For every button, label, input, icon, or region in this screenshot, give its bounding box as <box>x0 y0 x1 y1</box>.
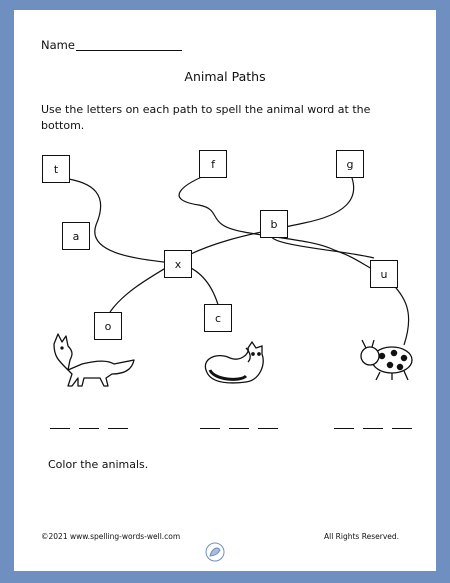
letter-box-g: g <box>336 150 364 178</box>
cat-icon <box>200 340 270 386</box>
footer-copyright: ©2021 www.spelling-words-well.com <box>41 532 181 541</box>
name-label: Name <box>41 38 75 52</box>
footer-rights: All Rights Reserved. <box>324 532 400 541</box>
worksheet-page <box>14 10 436 571</box>
color-instruction: Color the animals. <box>48 458 149 471</box>
letter-box-c: c <box>204 304 232 332</box>
letter-box-o: o <box>94 312 122 340</box>
letter-box-x: x <box>164 250 192 278</box>
answer-blanks-cat[interactable] <box>200 418 287 432</box>
path-fox <box>110 178 354 312</box>
letter-box-u: u <box>370 260 398 288</box>
letter-box-t: t <box>42 155 70 183</box>
site-logo-icon <box>204 540 226 564</box>
fox-icon <box>48 330 138 390</box>
bug-icon <box>356 338 416 382</box>
letter-box-b: b <box>260 210 288 238</box>
answer-blanks-fox[interactable] <box>50 418 137 432</box>
instructions-text: Use the letters on each path to spell the animal word at the bottom. <box>41 103 371 132</box>
letter-box-a: a <box>62 222 90 250</box>
answer-blanks-bug[interactable] <box>334 418 421 432</box>
letter-box-f: f <box>199 150 227 178</box>
page-title: Animal Paths <box>184 69 266 84</box>
